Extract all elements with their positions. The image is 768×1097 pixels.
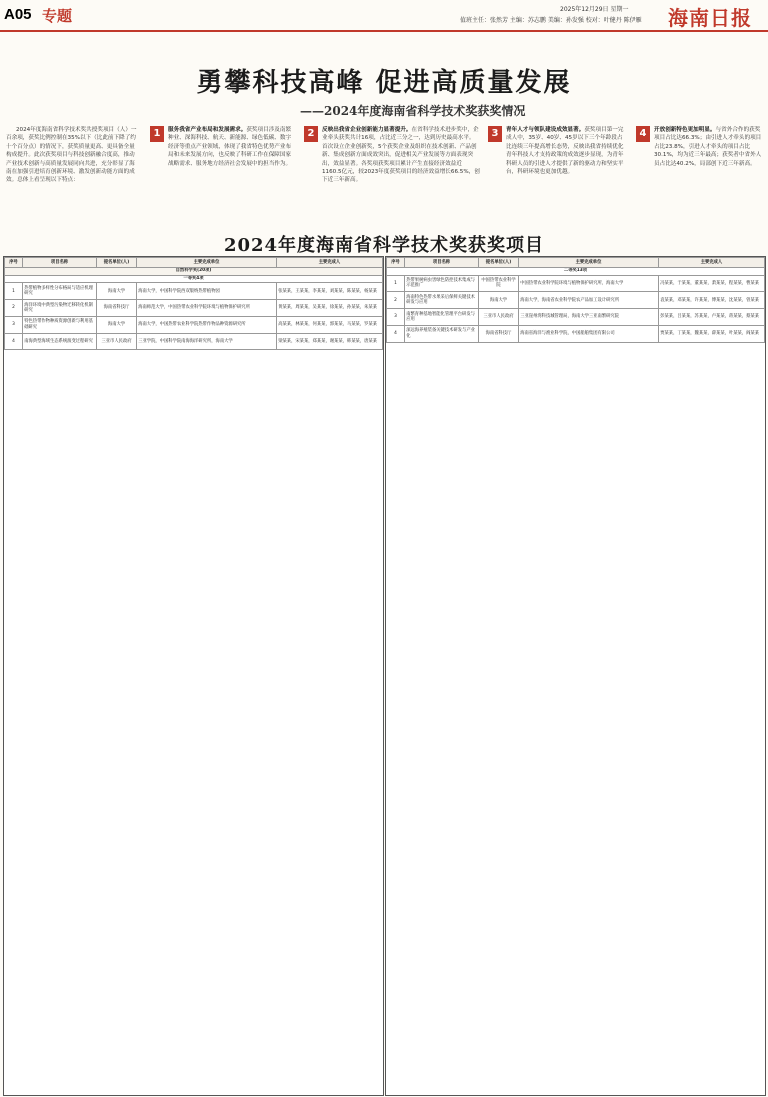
masthead (0, 0, 768, 32)
highlight-text: 获奖项目第一完成人中，35岁、40岁、45岁以下三个年龄段占比连续三年提高增长态势，反映出我省持续优化青年科技人才支持政策的成效逐步显现，为青年科研人员的引进人才提供了新的驱动力和坚实平台，科研环境也更加优越。 (506, 127, 624, 176)
page-subtitle: ——2024年度海南省科学技术奖获奖情况 (300, 104, 526, 118)
highlight-text: 获奖项目涉及南繁种业、深海科技、航天、新能源、绿色低碳、数字经济等重点产业领域，体现了我省特色优势产业布局和未来发展方向，也反映了科研工作在保障国家战略需求、服务地方经济社会发展中的担当作为。 (168, 127, 292, 167)
col-header: 项目名称 (23, 258, 97, 268)
section-name: 专题 (42, 7, 73, 25)
award-category: 自然科学奖(20项) (5, 267, 383, 275)
table-row: 2 海南特色热带水果采后保鲜关键技术研发与应用 海南大学 海南大学，海南省农业科学院农产品加工设计研究所 袁某某，邓某某，许某某，傅某某，沈某某，曾某某 (387, 292, 765, 309)
highlight-1 (150, 126, 296, 212)
highlight-lead: 开放创新特色更加明显。 (654, 127, 716, 133)
highlight-2 (304, 126, 480, 212)
table-row: 1 热带植物多样性分布格局与适应机理研究 海南大学 海南大学，中国科学院西双版纳热带植物园 张某某，王某某，李某某，刘某某，陈某某，杨某某 (5, 283, 383, 300)
section-number: A05 (4, 6, 32, 23)
highlight-lead: 服务我省产业布局和发展需求。 (168, 127, 247, 133)
editor-credits: 值班主任：张然芳 主编：苏志鹏 美编：孙发强 校对：叶健丹 陈伊雁 (460, 17, 642, 24)
award-grade: 二等奖13项 (387, 267, 765, 275)
col-header: 主要完成单位 (137, 258, 277, 268)
award-grade: 一等奖4项 (5, 275, 383, 283)
highlight-number: 4 (636, 126, 650, 142)
highlight-3 (488, 126, 628, 212)
col-header: 提名单位(人) (479, 258, 519, 268)
highlight-4 (636, 126, 764, 212)
award-table-left (3, 256, 384, 1096)
highlight-number: 2 (304, 126, 318, 142)
table-row: 3 特色热带作物种质资源创新与利用基础研究 海南大学 海南大学，中国热带农业科学院热带作物品种资源研究所 高某某，林某某，何某某，郭某某，马某某，罗某某 (5, 316, 383, 333)
col-header: 项目名称 (405, 258, 479, 268)
table-section-title: 2024年度海南省科学技术奖获奖项目 (223, 235, 545, 256)
page-headline: 勇攀科技高峰 促进高质量发展 (196, 68, 572, 98)
col-header: 提名单位(人) (97, 258, 137, 268)
highlight-number: 3 (488, 126, 502, 142)
highlight-lead: 反映出我省企业创新能力显著提升。 (322, 127, 412, 133)
award-table-right (385, 256, 766, 1096)
table-row: 4 南海典型海域生态系统演变过程研究 三亚市人民政府 三亚学院，中国科学院南海海洋研究所，海南大学 梁某某，宋某某，郑某某，谢某某，韩某某，唐某某 (5, 333, 383, 350)
col-header: 主要完成人 (277, 258, 383, 268)
table-row: 3 南繁育种基地智能化管理平台研发与应用 三亚市人民政府 三亚崖州湾科技城管理局，海南大学三亚南繁研究院 彭某某，吕某某，苏某某，卢某某，蒋某某，蔡某某 (387, 309, 765, 326)
newspaper-logo: 海南日报 (668, 6, 752, 30)
table-row: 2 海洋环境中典型污染物迁移转化机制研究 海南省科技厅 海南师范大学，中国热带农业科学院环境与植物保护研究所 黄某某，周某某，吴某某，徐某某，孙某某，朱某某 (5, 300, 383, 317)
highlight-text: 在省科学技术进步奖中，企业牵头获奖共计16项，占比近三分之一，达到历史最高水平。首次设立企业创新奖，5个获奖企业及组织在技术创新、产品创新、集成创新方面成效突出，促进相关产业发展等方面表现突出，效益显著。各奖项获奖项目累计产生直接经济效益近1160.5亿元，较2023年度获奖项目的经济效益增长66.5%，创下近三年新高。 (322, 127, 480, 184)
col-header: 主要完成单位 (519, 258, 659, 268)
table-row: 4 深远海养殖装备关键技术研发与产业化 海南省科技厅 海南省海洋与渔业科学院，中国船舶集团有限公司 贾某某，丁某某，魏某某，薛某某，叶某某，阎某某 (387, 325, 765, 342)
highlight-number: 1 (150, 126, 164, 142)
table-row: 1 热带果树病虫害绿色防控技术集成与示范推广 中国热带农业科学院 中国热带农业科学院环境与植物保护研究所，海南大学 冯某某，于某某，董某某，萧某某，程某某，曹某某 (387, 275, 765, 292)
col-header: 序号 (387, 258, 405, 268)
col-header: 主要完成人 (659, 258, 765, 268)
highlight-text: 与省外合作的获奖项目占比达66.3%；由引进人才牵头的项目占比23.8%，引进人才牵头的项目占比30.1%，均为近三年最高；获奖者中省外人员占比达40.2%，局部创下近三年新高。 (654, 127, 762, 167)
publication-date: 2025年12月29日 星期一 (560, 6, 629, 13)
intro-paragraph: 2024年度海南省科学技术奖共授奖项目（人）一百余项，获奖比例控制在35%以下（比此前下降了约十个百分点）的情况下，获奖质量更高、更具备全量构成提升。此次获奖项目与科技创新融合度高，推动产业技术创新与高质量发展同向共进，充分彰显了海南在加强引进培育创新环境、激发创新动能方面的成效。总体上看呈现以下特点： (6, 127, 137, 184)
highlight-lead: 青年人才与领队建设成效显著。 (506, 127, 585, 133)
col-header: 序号 (5, 258, 23, 268)
